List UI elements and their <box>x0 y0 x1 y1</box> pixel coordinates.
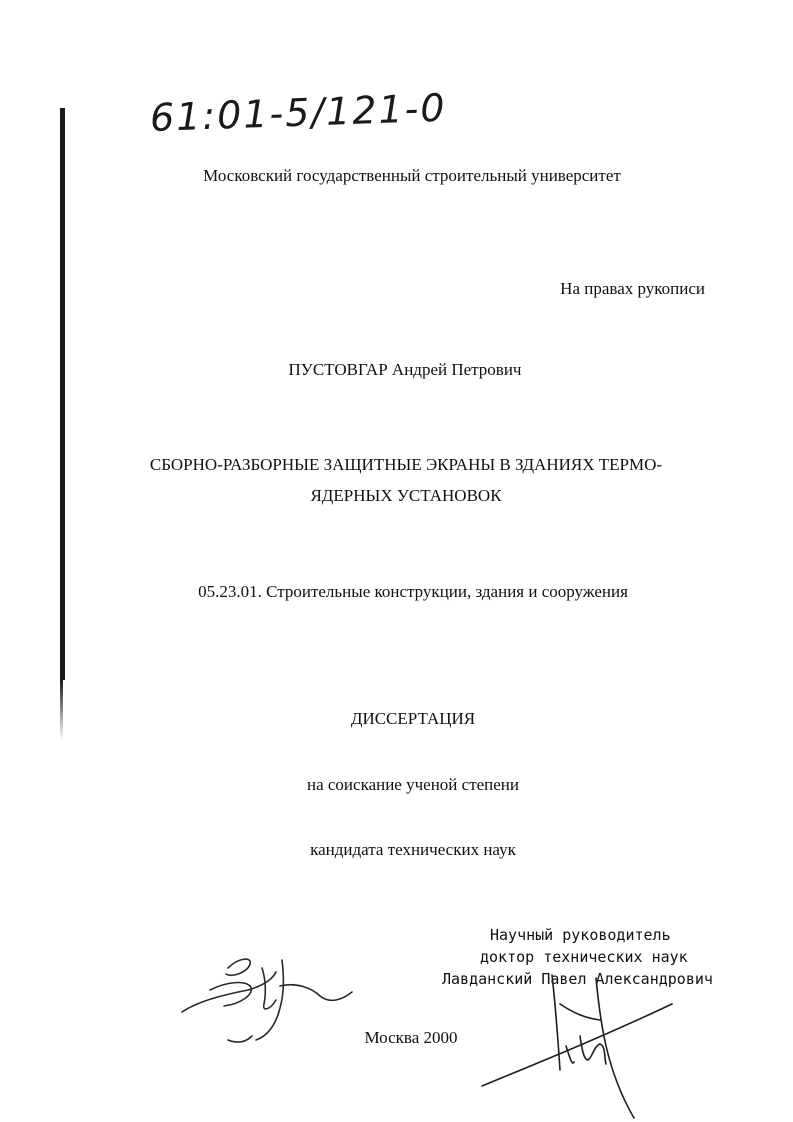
author-name: ПУСТОВГАР Андрей Петрович <box>288 360 522 379</box>
supervisor-role: Научный руководитель <box>490 926 671 944</box>
supervisor-title: доктор технических наук <box>480 948 688 966</box>
university-name: Московский государственный строительный университет <box>203 166 621 185</box>
supervisor-name: Лавданский Павел Александрович <box>442 970 713 988</box>
library-call-number: 61:01-5/121-0 <box>149 85 448 140</box>
city-and-year: Москва 2000 <box>364 1028 458 1047</box>
speciality-code: 05.23.01. Строительные конструкции, здания и сооружения <box>198 582 628 601</box>
dissertation-title-line-2: ЯДЕРНЫХ УСТАНОВОК <box>310 486 502 505</box>
degree-line-1: на соискание ученой степени <box>306 775 520 794</box>
degree-line-2: кандидата технических наук <box>310 840 516 859</box>
document-type: ДИССЕРТАЦИЯ <box>350 709 476 728</box>
manuscript-rights-note: На правах рукописи <box>560 279 705 298</box>
dissertation-title-line-1: СБОРНО-РАЗБОРНЫЕ ЗАЩИТНЫЕ ЭКРАНЫ В ЗДАНИЯХ ТЕРМО- <box>149 455 663 474</box>
